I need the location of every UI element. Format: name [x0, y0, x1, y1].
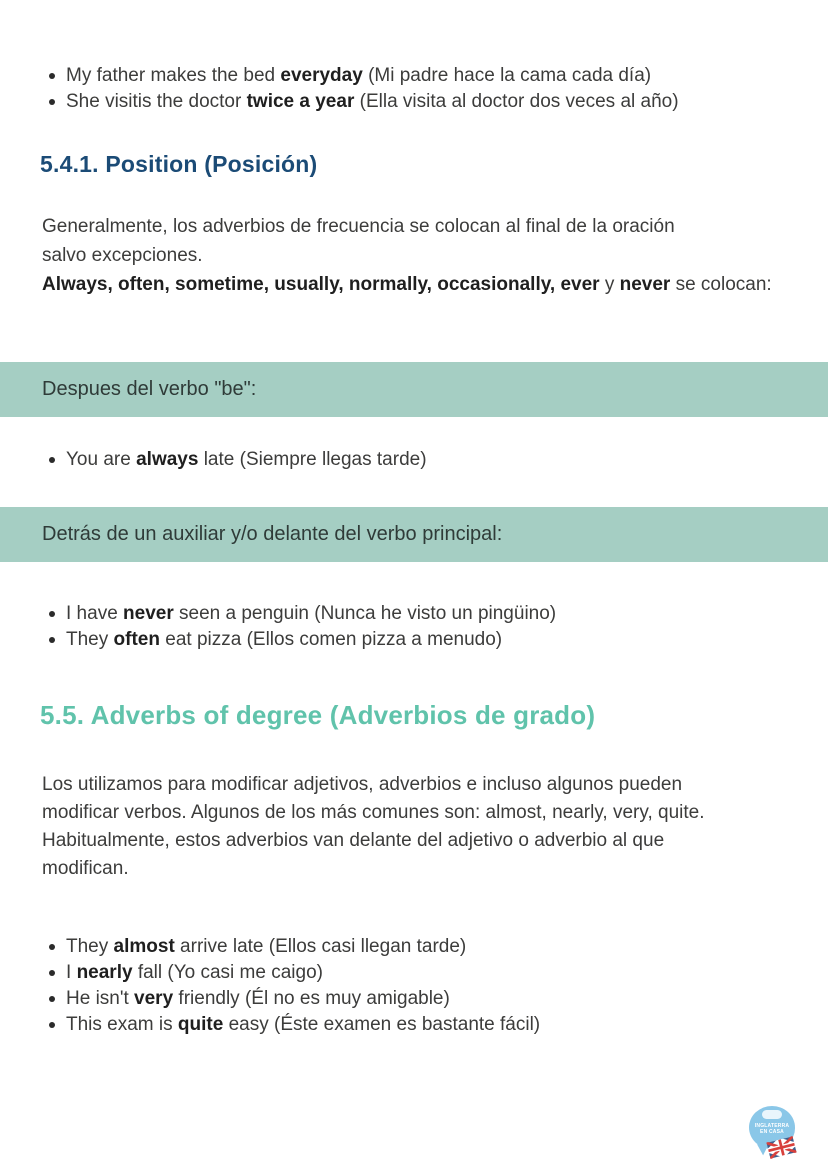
- text-run: She visitis the doctor: [66, 91, 247, 112]
- text-run: They: [66, 936, 114, 957]
- bullet-item: [42, 960, 540, 986]
- degree-example-list: [42, 934, 540, 1038]
- text-run: He isn't: [66, 988, 135, 1009]
- bullet-item: [42, 89, 679, 115]
- bullet-item: [42, 627, 556, 653]
- cloud-icon: [762, 1110, 782, 1119]
- degree-paragraph: [42, 771, 707, 883]
- auxiliary-example-list: [42, 601, 556, 653]
- text-run: late (Siempre llegas tarde): [198, 449, 427, 470]
- text-run: This exam is: [66, 1014, 178, 1035]
- text-run: Generalmente, los adverbios de frecuencia se colocan al final de la oración salvo excepciones.: [42, 216, 675, 266]
- adverb-bold: quite: [177, 1014, 224, 1035]
- bullet-item: [42, 447, 427, 473]
- section-heading-position: 5.4.1. Position (Posición): [40, 151, 318, 177]
- adverb-bold: never: [619, 274, 671, 295]
- logo-text-line2: EN CASA: [760, 1129, 784, 1135]
- bullet-item: [42, 986, 540, 1012]
- adverb-bold: often: [113, 629, 160, 650]
- text-run: I have: [66, 603, 124, 624]
- text-run: eat pizza (Ellos comen pizza a menudo): [159, 629, 503, 650]
- adverb-list-bold: Always, often, sometime, usually, normally, occasionally, ever: [42, 274, 600, 295]
- text-run: My father makes the bed: [66, 65, 281, 86]
- text-run: (Ella visita al doctor dos veces al año): [354, 91, 679, 112]
- after-be-example-list: [42, 447, 427, 473]
- bullet-item: [42, 63, 679, 89]
- text-run: se colocan:: [670, 274, 772, 295]
- adverb-bold: never: [123, 603, 174, 624]
- text-run: They: [66, 629, 114, 650]
- bullet-item: [42, 1012, 540, 1038]
- adverb-bold: always: [136, 449, 199, 470]
- text-run: I: [66, 962, 77, 983]
- inglaterra-en-casa-logo: [747, 1106, 801, 1162]
- banner-text: Detrás de un auxiliar y/o delante del verbo principal:: [42, 523, 503, 545]
- rule-banner-after-be: [0, 362, 828, 417]
- section-heading-adverbs-of-degree: 5.5. Adverbs of degree (Adverbios de grado): [40, 700, 596, 730]
- adverb-bold: very: [134, 988, 174, 1009]
- adverb-bold: twice a year: [246, 91, 355, 112]
- paragraph-line: [42, 270, 792, 299]
- text-run: (Mi padre hace la cama cada día): [362, 65, 652, 86]
- adverb-bold: nearly: [76, 962, 133, 983]
- adverb-bold: almost: [113, 936, 175, 957]
- text-run: Los utilizamos para modificar adjetivos, adverbios e incluso algunos pueden modificar verbos. Algunos de los más comunes son: almost, nearly, very, quite. Habitualmente, estos adverbios van delante del adjetivo o adverbio al que modifican.: [42, 774, 705, 879]
- text-run: fall (Yo casi me caigo): [132, 962, 323, 983]
- adverb-bold: everyday: [280, 65, 363, 86]
- bubble-tail: [755, 1144, 768, 1156]
- banner-text: Despues del verbo "be":: [42, 378, 257, 400]
- text-run: y: [599, 274, 620, 295]
- text-run: seen a penguin (Nunca he visto un pingüino): [173, 603, 557, 624]
- text-run: easy (Éste examen es bastante fácil): [223, 1014, 541, 1035]
- text-run: arrive late (Ellos casi llegan tarde): [174, 936, 467, 957]
- bullet-item: [42, 601, 556, 627]
- text-run: friendly (Él no es muy amigable): [173, 988, 450, 1009]
- bullet-item: [42, 934, 540, 960]
- frequency-example-list: [42, 63, 679, 115]
- text-run: You are: [66, 449, 137, 470]
- logo-text-line1: INGLATERRA: [754, 1123, 790, 1129]
- paragraph-line: [42, 212, 707, 270]
- rule-banner-after-auxiliary: [0, 507, 828, 562]
- position-paragraph: [42, 212, 792, 299]
